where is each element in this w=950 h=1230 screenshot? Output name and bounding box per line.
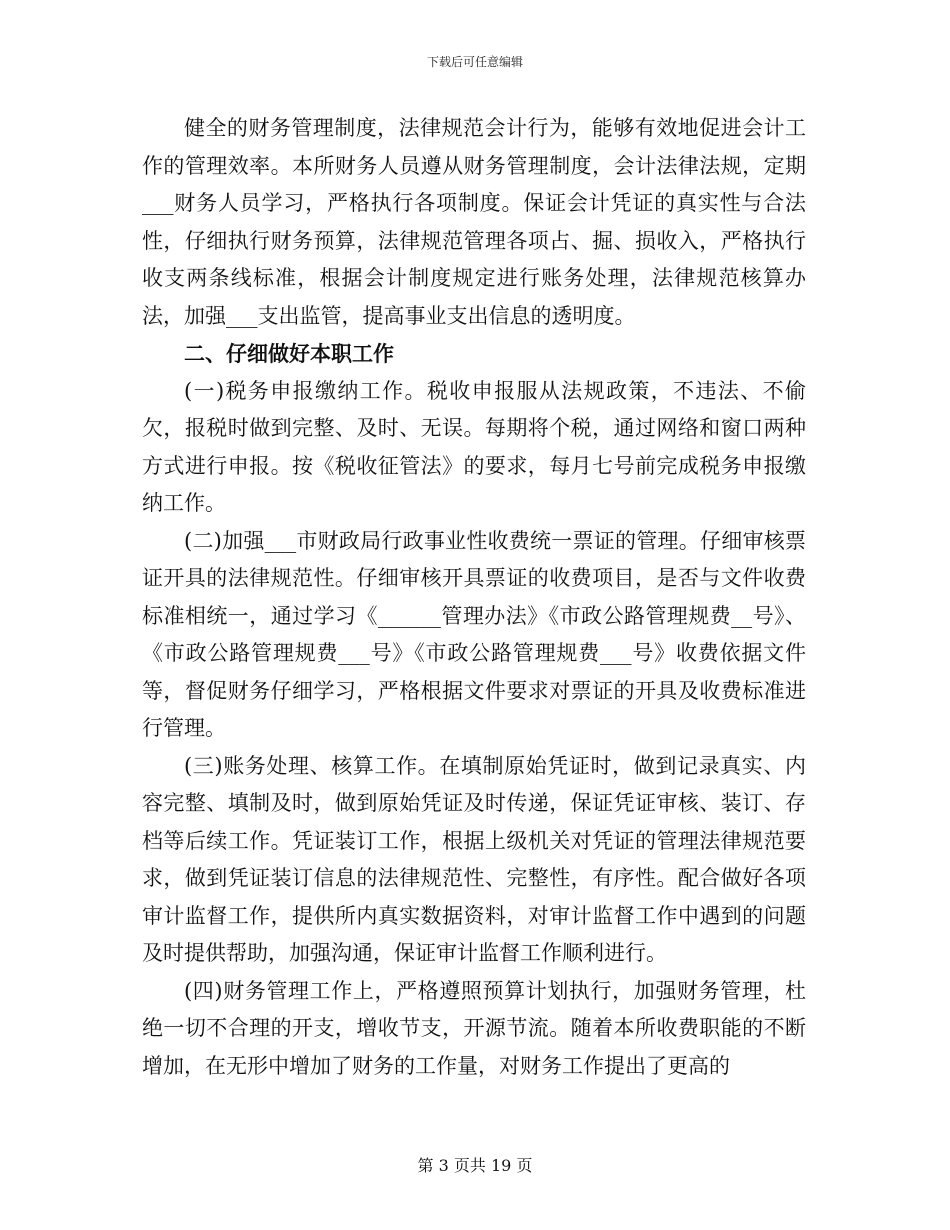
paragraph-financial-management: (四)财务管理工作上，严格遵照预算计划执行，加强财务管理，杜绝一切不合理的开支，增收节支，开源节流。随着本所收费职能的不断增加，在无形中增加了财务的工作量，对财务工作提出了更高的	[142, 978, 806, 1078]
document-body	[142, 110, 806, 1085]
page-number: 第 3 页共 19 页	[417, 1156, 533, 1175]
paragraph-receipt-management: (二)加强___市财政局行政事业性收费统一票证的管理。仔细审核票证开具的法律规范性。仔细审核开具票证的收费项目，是否与文件收费标准相统一，通过学习《______管理办法》《市政公路管理规费__号》、《市政公路管理规费___号》《市政公路管理规费___号》收费依据文件等，督促财务仔细学习，严格根据文件要求对票证的开具及收费标准进行管理。	[142, 528, 806, 740]
paragraph-financial-system: 健全的财务管理制度，法律规范会计行为，能够有效地促进会计工作的管理效率。本所财务人员遵从财务管理制度，会计法律法规，定期___财务人员学习，严格执行各项制度。保证会计凭证的真实性与合法性，仔细执行财务预算，法律规范管理各项占、掘、损收入，严格执行收支两条线标准，根据会计制度规定进行账务处理，法律规范核算办法，加强___支出监管，提高事业支出信息的透明度。	[142, 116, 806, 328]
page-header: 下载后可任意编辑	[426, 55, 523, 69]
section-heading: 二、仔细做好本职工作	[184, 341, 394, 366]
paragraph-accounting: (三)账务处理、核算工作。在填制原始凭证时，做到记录真实、内容完整、填制及时，做到原始凭证及时传递，保证凭证审核、装订、存档等后续工作。凭证装订工作，根据上级机关对凭证的管理法律规范要求，做到凭证装订信息的法律规范性、完整性，有序性。配合做好各项审计监督工作，提供所内真实数据资料，对审计监督工作中遇到的问题及时提供帮助，加强沟通，保证审计监督工作顺利进行。	[142, 753, 806, 965]
paragraph-tax-filing: (一)税务申报缴纳工作。税收申报服从法规政策，不违法、不偷欠，报税时做到完整、及时、无误。每期将个税，通过网络和窗口两种方式进行申报。按《税收征管法》的要求，每月七号前完成税务申报缴纳工作。	[142, 378, 806, 515]
